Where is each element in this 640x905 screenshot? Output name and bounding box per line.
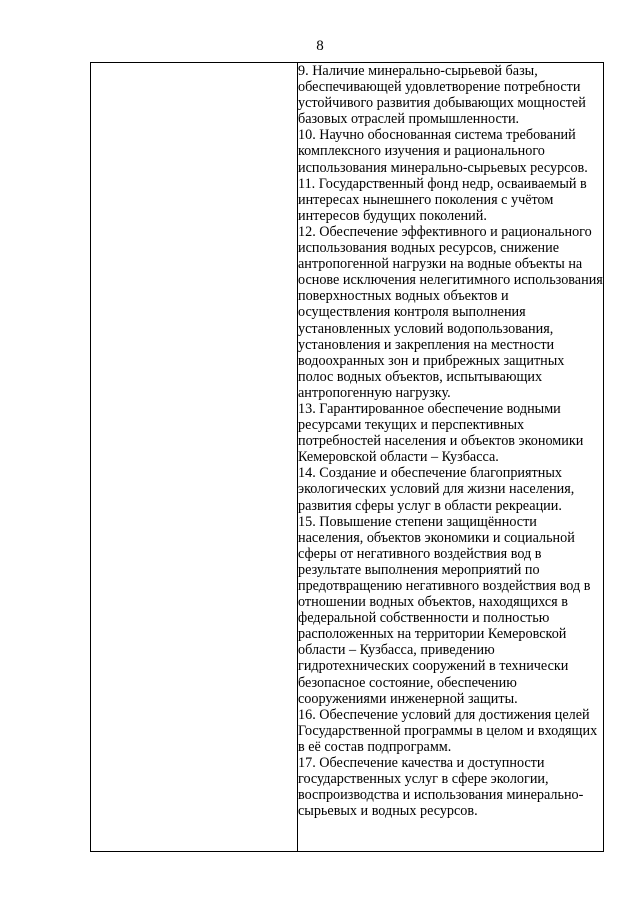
goals-cell <box>298 63 604 852</box>
content-table <box>90 62 604 852</box>
list-item: 15. Повышение степени защищённости населения, объектов экономики и социальной сферы от негативного воздействия вод в результате выполнения мероприятий по предотвращению негативного воздействия вод в отношении водных объектов, находящихся в федеральной собственности и полностью расположенных на территории Кемеровской области – Кузбасса, приведению гидротехнических сооружений в технически безопасное состояние, обеспечению сооружениями инженерной защиты. <box>298 513 591 707</box>
list-item: 13. Гарантированное обеспечение водными ресурсами текущих и перспективных потребностей населения и объектов экономики Кемеровской области – Кузбасса. <box>298 400 584 466</box>
list-item: 14. Создание и обеспечение благоприятных экологических условий для жизни населения, развития сферы услуг в области рекреации. <box>298 465 575 514</box>
empty-left-cell <box>91 63 298 852</box>
list-item: 17. Обеспечение качества и доступности государственных услуг в сфере экологии, воспроизводства и использования минерально-сырьевых и водных ресурсов. <box>298 755 584 820</box>
list-item: 16. Обеспечение условий для достижения целей Государственной программы в целом и входящих в её состав подпрограмм. <box>298 706 598 755</box>
page-number: 8 <box>316 38 324 54</box>
list-item: 12. Обеспечение эффективного и рационального использования водных ресурсов, снижение антропогенной нагрузки на водные объекты на основе исключения нелегитимного использования поверхностных водных объектов и осуществления контроля выполнения установленных условий водопользования, установления и закрепления на местности водоохранных зон и прибрежных защитных полос водных объектов, испытывающих антропогенную нагрузку. <box>298 223 603 401</box>
list-item: 10. Научно обоснованная система требований комплексного изучения и рационального использования минерально-сырьевых ресурсов. <box>298 127 588 176</box>
table-row <box>91 63 604 852</box>
list-item: 11. Государственный фонд недр, осваиваемый в интересах нынешнего поколения с учётом интересов будущих поколений. <box>298 175 587 224</box>
list-item: 9. Наличие минерально-сырьевой базы, обеспечивающей удовлетворение потребности устойчивого развития добывающих мощностей базовых отраслей промышленности. <box>298 63 586 128</box>
